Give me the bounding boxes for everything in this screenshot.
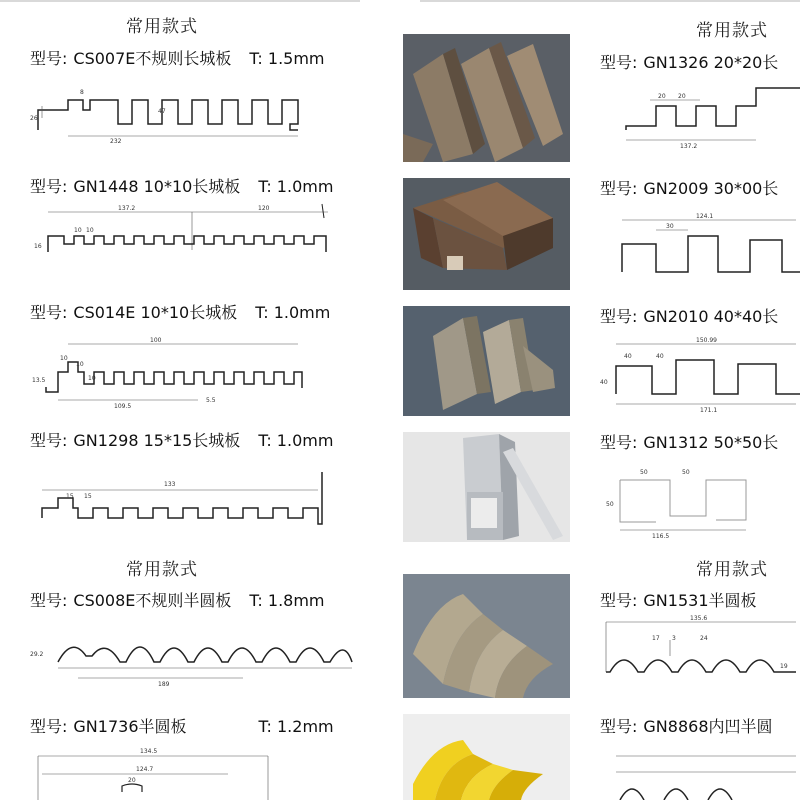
model-title [30, 174, 333, 197]
model-title [600, 430, 778, 453]
dim-label: 10 [74, 227, 82, 234]
dim-label: 3 [672, 635, 676, 642]
model-label: 型号: [30, 49, 68, 68]
panel-photo-4 [403, 432, 570, 542]
profile-gn8868-svg [596, 742, 800, 800]
model-name: CS014E 10*10长城板 [73, 303, 238, 322]
model-name: GN1312 50*50长 [643, 433, 779, 452]
section-heading: 常用款式 [696, 560, 768, 580]
profile-cs008e-svg [28, 628, 358, 694]
dim-label: 16 [34, 243, 42, 250]
dim-label: 50 [606, 501, 614, 508]
model-label: 型号: [600, 433, 638, 452]
dim-label: 17 [652, 635, 660, 642]
dim-label: 116.5 [652, 533, 670, 540]
dim-label: 134.5 [140, 748, 158, 755]
product-photo [403, 714, 570, 800]
dim-label: 5.5 [206, 397, 216, 404]
model-name: GN1448 10*10长城板 [73, 177, 241, 196]
profile-drawing [28, 468, 338, 538]
dim-label: 19 [780, 663, 788, 670]
dim-label: 189 [158, 681, 170, 688]
profile-cs014e-svg [28, 332, 338, 412]
product-photo [403, 178, 570, 290]
model-thickness: T: 1.0mm [258, 177, 334, 196]
model-name: CS007E不规则长城板 [73, 49, 232, 68]
dim-label: 50 [640, 469, 648, 476]
model-label: 型号: [600, 53, 638, 72]
profile-drawing [28, 332, 338, 412]
model-label: 型号: [30, 591, 68, 610]
dim-label: 124.1 [696, 213, 714, 220]
model-title [600, 176, 778, 199]
model-title [600, 304, 778, 327]
profile-gn1326-svg [596, 78, 800, 152]
panel-photo-2 [403, 178, 570, 290]
model-name: GN1326 20*20长 [643, 53, 779, 72]
section-heading: 常用款式 [126, 17, 198, 37]
model-title [30, 46, 325, 69]
dim-label: 13.5 [32, 377, 46, 384]
dim-label: 171.1 [700, 407, 718, 414]
model-thickness: T: 1.8mm [249, 591, 325, 610]
dim-label: 20 [128, 777, 136, 784]
model-name: GN1298 15*15长城板 [73, 431, 241, 450]
profile-gn2010-svg [596, 334, 800, 414]
profile-gn1736-svg [28, 742, 338, 800]
dim-label: 47 [158, 108, 166, 115]
dim-label: 120 [258, 205, 270, 212]
dim-label: 100 [150, 337, 162, 344]
model-thickness: T: 1.5mm [249, 49, 325, 68]
profile-gn1298-svg [28, 468, 338, 538]
dim-label: 133 [164, 481, 176, 488]
dim-label: 15 [84, 493, 92, 500]
model-label: 型号: [600, 591, 638, 610]
model-label: 型号: [600, 307, 638, 326]
panel-photo-1 [403, 34, 570, 162]
panel-photo-3 [403, 306, 570, 416]
profile-drawing [28, 628, 358, 694]
model-title [600, 588, 757, 611]
product-photo [403, 432, 570, 542]
model-title [30, 588, 325, 611]
profile-drawing [596, 742, 800, 800]
profile-drawing [596, 610, 800, 690]
dim-label: 150.99 [696, 337, 717, 344]
model-name: GN2009 30*00长 [643, 179, 779, 198]
model-thickness: T: 1.0mm [258, 431, 334, 450]
profile-gn1448-svg [28, 200, 338, 270]
dim-label: 137.2 [118, 205, 136, 212]
dim-label: 30 [666, 223, 674, 230]
profile-drawing [28, 742, 338, 800]
model-label: 型号: [30, 717, 68, 736]
profile-gn1312-svg [596, 460, 800, 540]
model-thickness: T: 1.0mm [255, 303, 331, 322]
dim-label: 24 [700, 635, 708, 642]
section-heading: 常用款式 [126, 560, 198, 580]
top-divider-right [420, 0, 800, 2]
dim-label: 20 [678, 93, 686, 100]
model-name: CS008E不规则半圆板 [73, 591, 232, 610]
dim-label: 8 [80, 89, 84, 96]
dim-label: 40 [624, 353, 632, 360]
dim-label: 232 [110, 138, 122, 145]
panel-photo-6 [403, 714, 570, 800]
dim-label: 124.7 [136, 766, 154, 773]
dim-label: 109.5 [114, 403, 132, 410]
profile-drawing [28, 80, 338, 150]
dim-label: 15 [66, 493, 74, 500]
profile-drawing [596, 334, 800, 414]
model-name: GN8868内凹半圆 [643, 717, 773, 736]
profile-drawing [596, 210, 800, 286]
dim-label: 26 [30, 115, 38, 122]
profile-drawing [28, 200, 338, 270]
dim-label: 137.2 [680, 143, 698, 150]
profile-drawing [596, 460, 800, 540]
model-name: GN2010 40*40长 [643, 307, 779, 326]
model-name: GN1736半圆板 [73, 717, 187, 736]
dim-label: 10 [60, 355, 68, 362]
model-label: 型号: [600, 179, 638, 198]
top-divider-left [0, 0, 360, 2]
dim-label: 10 [86, 227, 94, 234]
model-thickness: T: 1.2mm [258, 717, 334, 736]
model-title [30, 714, 334, 737]
product-photo [403, 574, 570, 698]
profile-cs007e-svg [28, 80, 338, 150]
model-name: GN1531半圆板 [643, 591, 757, 610]
dim-label: 20 [658, 93, 666, 100]
panel-photo-5 [403, 574, 570, 698]
product-photo [403, 34, 570, 162]
model-title [30, 300, 330, 323]
dim-label: 10 [76, 361, 84, 368]
profile-gn1531-svg [596, 610, 800, 690]
dim-label: 135.6 [690, 615, 708, 622]
dim-label: 40 [600, 379, 608, 386]
model-label: 型号: [600, 717, 638, 736]
profile-gn2009-svg [596, 210, 800, 286]
model-label: 型号: [30, 303, 68, 322]
section-heading: 常用款式 [696, 21, 768, 41]
profile-drawing [596, 78, 800, 152]
model-label: 型号: [30, 431, 68, 450]
model-title [600, 714, 773, 737]
model-title [30, 428, 333, 451]
product-photo [403, 306, 570, 416]
dim-label: 10 [88, 375, 96, 382]
model-title [600, 50, 778, 73]
dim-label: 50 [682, 469, 690, 476]
model-label: 型号: [30, 177, 68, 196]
dim-label: 40 [656, 353, 664, 360]
dim-label: 29.2 [30, 651, 44, 658]
